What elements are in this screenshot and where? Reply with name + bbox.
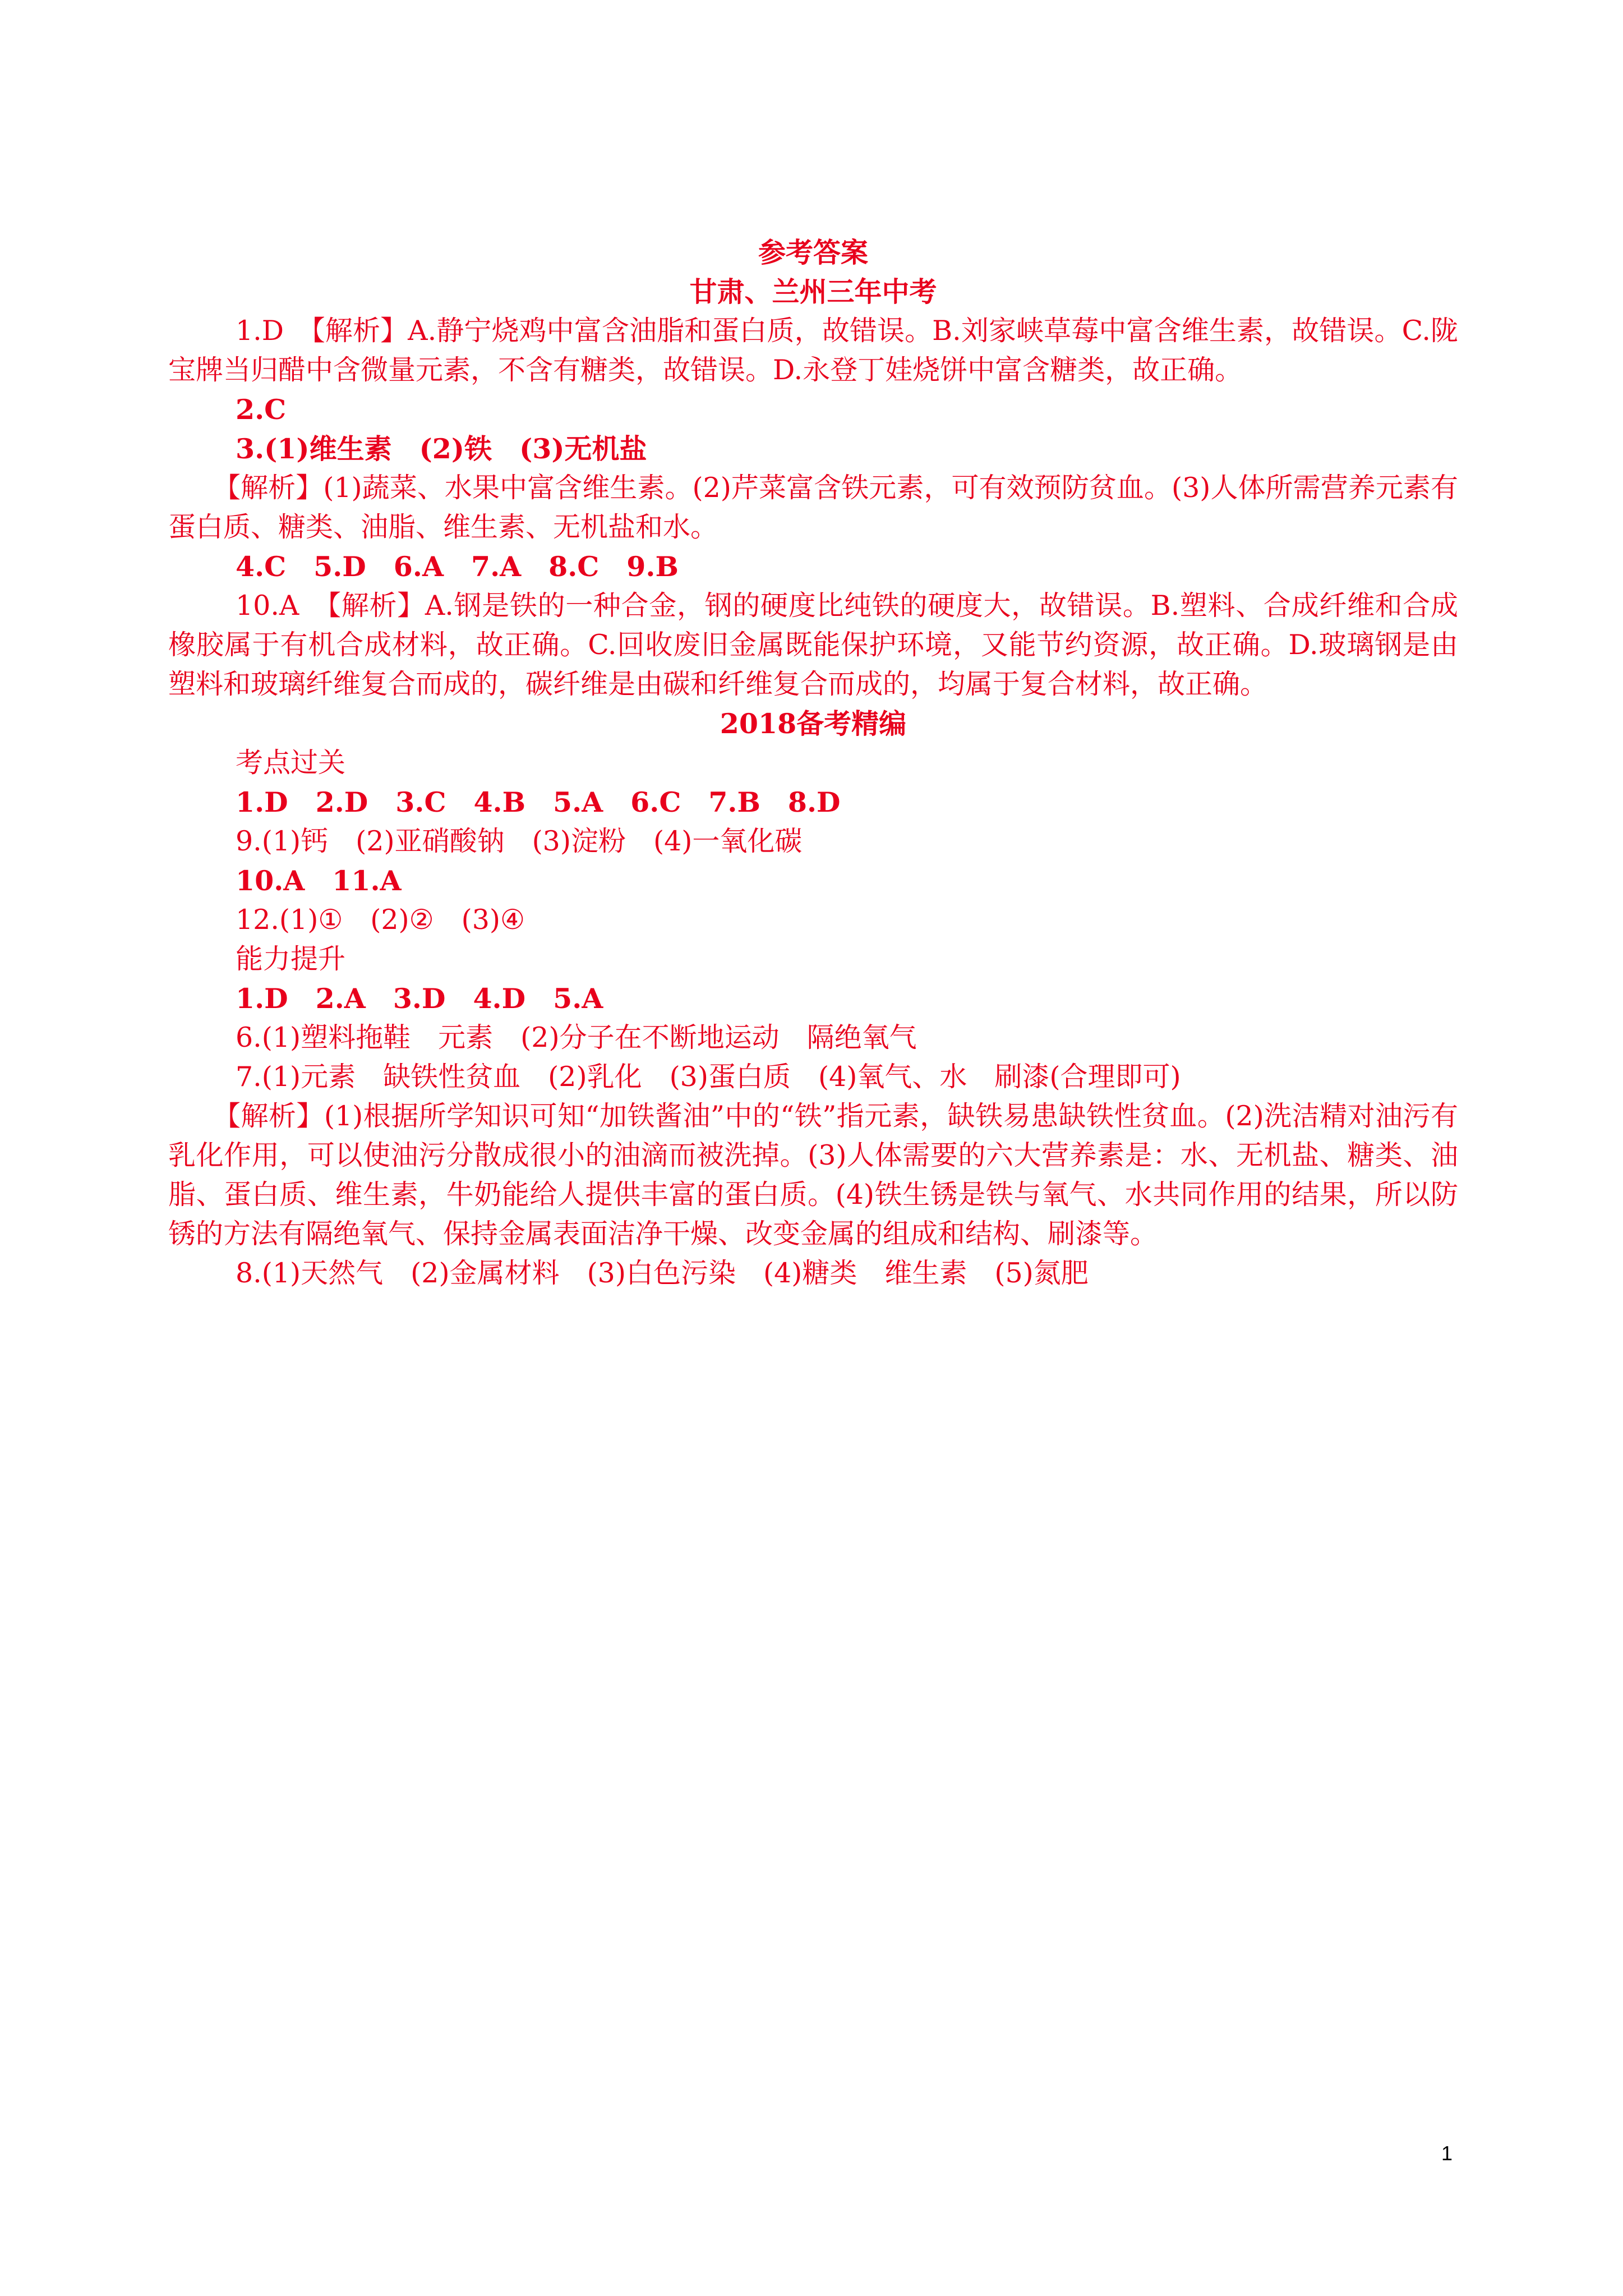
page-number: 1 [1441,2142,1453,2165]
answer-nl-1-5: 1.D 2.A 3.D 4.D 5.A [236,982,603,1015]
page-title: 参考答案 [758,236,868,269]
answer-q1: 1.D 【解析】A.静宁烧鸡中富含油脂和蛋白质，故错误。B.刘家峡草莓中富含维生素，故错误。C.陇宝牌当归醋中含微量元素，不含有糖类，故错误。D.永登丁娃烧饼中富含糖类，故正确。 [168,315,1458,386]
answer-kd-9: 9.(1)钙 (2)亚硝酸钠 (3)淀粉 (4)一氧化碳 [236,825,803,857]
answer-kd-10-11: 10.A 11.A [236,864,402,897]
answer-kd-12: 12.(1)① (2)② (3)④ [236,904,525,936]
answer-q3-explanation: 【解析】(1)蔬菜、水果中富含维生素。(2)芹菜富含铁元素，可有效预防贫血。(3)人体所需营养元素有蛋白质、糖类、油脂、维生素、无机盐和水。 [168,472,1458,543]
answer-q3: 3.(1)维生素 (2)铁 (3)无机盐 [236,432,647,465]
answer-nl-6: 6.(1)塑料拖鞋 元素 (2)分子在不断地运动 隔绝氧气 [236,1022,917,1053]
section-title-zhongkao: 甘肃、兰州三年中考 [689,275,937,308]
answer-q10: 10.A 【解析】A.钢是铁的一种合金，钢的硬度比纯铁的硬度大，故错误。B.塑料、合成纤维和合成橡胶属于有机合成材料，故正确。C.回收废旧金属既能保护环境，又能节约资源，故正确。D.玻璃钢是由塑料和玻璃纤维复合而成的，碳纤维是由碳和纤维复合而成的，均属于复合材料，故正确。 [168,590,1458,700]
answer-q2: 2.C [236,393,287,426]
section-title-2018: 2018备考精编 [720,707,907,740]
answer-kd-1-8: 1.D 2.D 3.C 4.B 5.A 6.C 7.B 8.D [236,786,841,818]
answer-content [168,233,1458,1293]
subsection-nengli: 能力提升 [236,943,346,975]
subsection-kaodian: 考点过关 [236,747,346,779]
answer-nl-7-explanation: 【解析】(1)根据所学知识可知“加铁酱油”中的“铁”指元素，缺铁易患缺铁性贫血。(2)洗洁精对油污有乳化作用，可以使油污分散成很小的油滴而被洗掉。(3)人体需要的六大营养素是：水、无机盐、糖类、油脂、蛋白质、维生素，牛奶能给人提供丰富的蛋白质。(4)铁生锈是铁与氧气、水共同作用的结果，所以防锈的方法有隔绝氧气、保持金属表面洁净干燥、改变金属的组成和结构、刷漆等。 [168,1100,1458,1250]
answer-nl-7: 7.(1)元素 缺铁性贫血 (2)乳化 (3)蛋白质 (4)氧气、水 刷漆(合理即可) [236,1061,1181,1093]
answer-q4-q9: 4.C 5.D 6.A 7.A 8.C 9.B [236,550,679,583]
answer-nl-8: 8.(1)天然气 (2)金属材料 (3)白色污染 (4)糖类 维生素 (5)氮肥 [236,1257,1089,1289]
